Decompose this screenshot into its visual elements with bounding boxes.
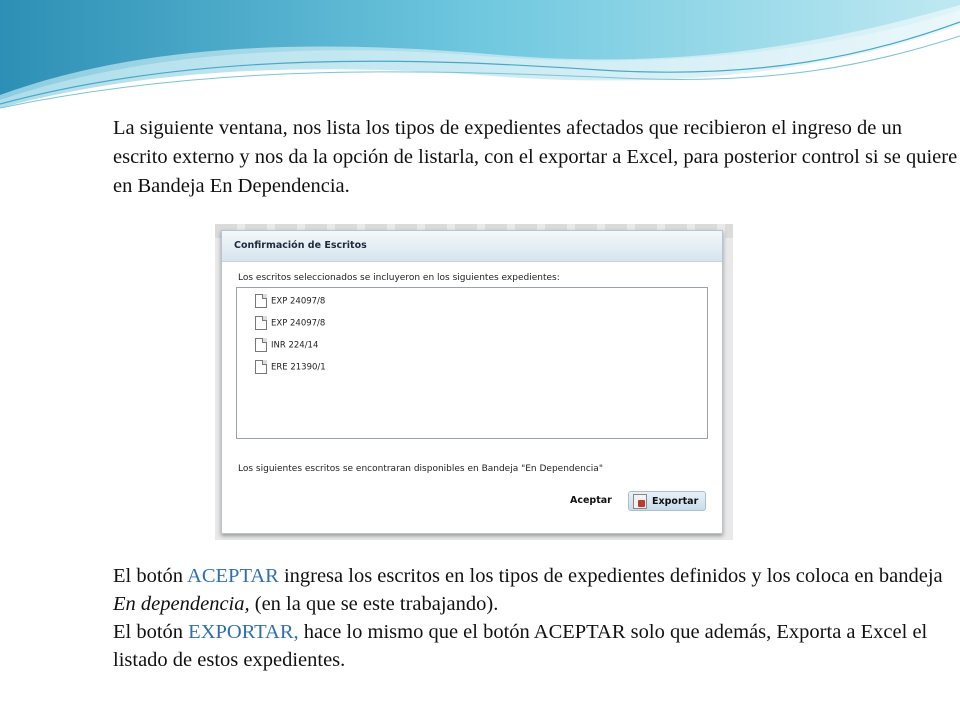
text-segment: El botón <box>113 621 189 643</box>
document-icon <box>255 338 267 352</box>
list-item-label: ERE 21390/1 <box>271 362 326 373</box>
list-item[interactable] <box>255 294 325 308</box>
dialog-title: Confirmación de Escritos <box>222 231 722 262</box>
dialog-message-top: Los escritos seleccionados se incluyeron en los siguientes expedientes: <box>238 273 560 283</box>
document-icon <box>255 294 267 308</box>
document-icon <box>255 316 267 330</box>
expedientes-list[interactable] <box>236 287 708 439</box>
document-icon <box>255 360 267 374</box>
intro-paragraph: La siguiente ventana, nos lista los tipos de expedientes afectados que recibieron el ingreso de un escrito externo y nos da la opción de listarla, con el exportar a Excel, para posterior control si se quiere en Bandeja En Dependencia. <box>113 117 958 197</box>
text-segment: El botón <box>113 565 188 587</box>
excel-icon <box>633 494 647 509</box>
accept-explanation <box>113 562 958 618</box>
dialog-message-bottom: Los siguientes escritos se encontraran disponibles en Bandeja "En Dependencia" <box>238 464 603 474</box>
list-item[interactable] <box>255 360 326 374</box>
text-segment: ingresa los escritos en los tipos de expedientes definidos y los coloca en bandeja <box>278 565 943 587</box>
list-item-label: INR 224/14 <box>271 340 319 351</box>
accept-button[interactable]: Aceptar <box>570 495 612 506</box>
list-item-label: EXP 24097/8 <box>271 318 326 329</box>
list-item-label: EXP 24097/8 <box>271 296 326 307</box>
explanation-text <box>113 562 958 674</box>
list-item[interactable] <box>255 338 318 352</box>
dialog-screenshot <box>215 224 733 540</box>
header-wave-decoration <box>0 0 960 115</box>
text-segment: (en la que se este trabajando). <box>249 593 499 615</box>
export-keyword: EXPORTAR, <box>188 621 299 643</box>
export-button[interactable] <box>628 491 706 511</box>
list-item[interactable] <box>255 316 325 330</box>
accept-keyword: ACEPTAR <box>187 565 279 587</box>
export-button-label: Exportar <box>652 495 699 507</box>
text-segment: hace lo mismo que el botón ACEPTAR solo que además, Exporta a Excel el listado de estos expedientes. <box>113 621 928 671</box>
confirmation-dialog <box>221 230 723 534</box>
export-explanation <box>113 618 958 674</box>
italic-term: En dependencia, <box>113 593 250 615</box>
